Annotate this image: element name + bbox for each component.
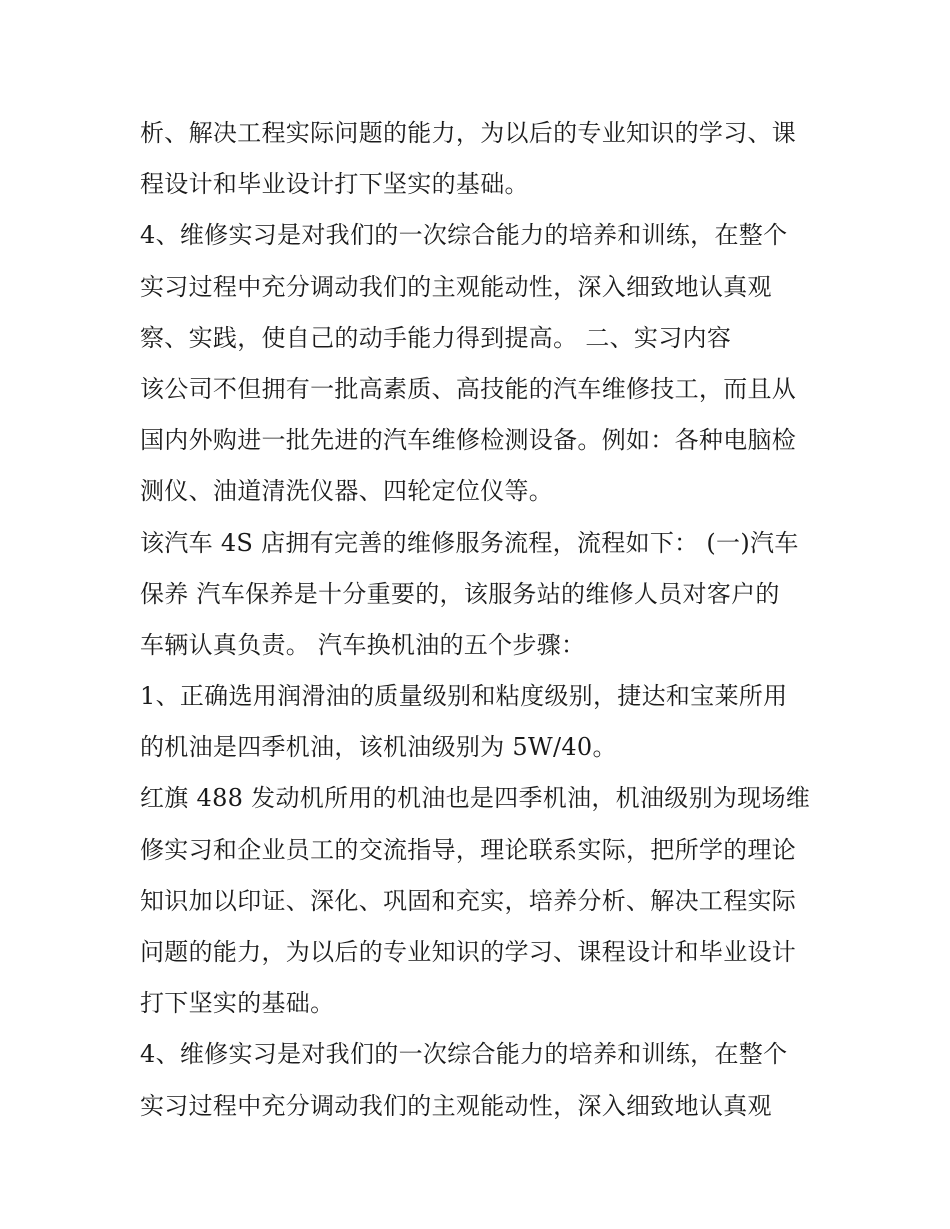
text-line: 该公司不但拥有一批高素质、高技能的汽车维修技工，而且从: [140, 374, 797, 403]
text-line: 修实习和企业员工的交流指导，理论联系实际，把所学的理论: [140, 835, 797, 864]
text-line: 1、正确选用润滑油的质量级别和粘度级别，捷达和宝莱所用: [140, 682, 788, 711]
text-line: 国内外购进一批先进的汽车维修检测设备。例如：各种电脑检: [140, 426, 797, 455]
text-line: 4、维修实习是对我们的一次综合能力的培养和训练，在整个: [140, 221, 788, 250]
text-line: 析、解决工程实际问题的能力，为以后的专业知识的学习、课: [140, 119, 797, 147]
text-line: 4、维修实习是对我们的一次综合能力的培养和训练，在整个: [140, 1040, 788, 1069]
text-line: 实习过程中充分调动我们的主观能动性，深入细致地认真观: [140, 272, 772, 301]
text-line: 该汽车 4S 店拥有完善的维修服务流程，流程如下： (一)汽车: [140, 528, 799, 557]
text-line: 察、实践，使自己的动手能力得到提高。 二、实习内容: [140, 323, 732, 352]
text-line: 实习过程中充分调动我们的主观能动性，深入细致地认真观: [140, 1091, 772, 1120]
text-line: 问题的能力，为以后的专业知识的学习、课程设计和毕业设计: [140, 938, 797, 966]
text-line: 程设计和毕业设计打下坚实的基础。: [140, 170, 529, 199]
text-line: 车辆认真负责。 汽车换机油的五个步骤：: [140, 630, 586, 659]
text-line: 保养 汽车保养是十分重要的，该服务站的维修人员对客户的: [140, 579, 780, 608]
text-line: 的机油是四季机油，该机油级别为 5W/40。: [140, 733, 617, 762]
text-line: 红旗 488 发动机所用的机油也是四季机油，机油级别为现场维: [140, 784, 811, 813]
body-text: [140, 108, 830, 1132]
text-line: 知识加以印证、深化、巩固和充实，培养分析、解决工程实际: [140, 886, 797, 915]
text-line: 测仪、油道清洗仪器、四轮定位仪等。: [140, 477, 554, 506]
text-line: 打下坚实的基础。: [140, 989, 335, 1018]
